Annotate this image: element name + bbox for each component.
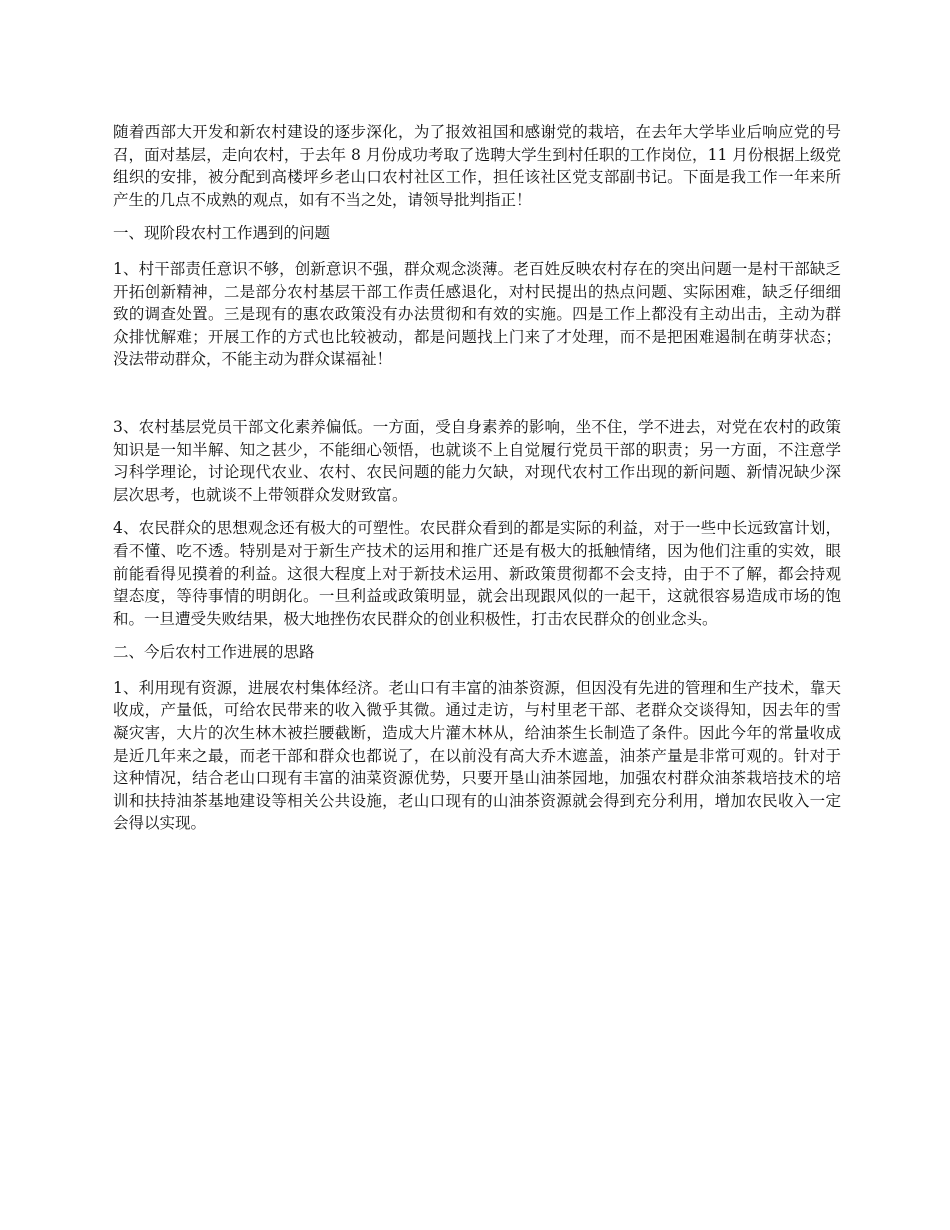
- problem-item-3: 3、农村基层党员干部文化素养偏低。一方面，受自身素养的影响，坐不住，学不进去，对党在农村的政策知识是一知半解、知之甚少，不能细心领悟，也就谈不上自觉履行党员干部的职责；另一方面，不注意学习科学理论，讨论现代农业、农村、农民问题的能力欠缺，对现代农村工作出现的新问题、新情况缺少深层次思考，也就谈不上带领群众发财致富。: [113, 417, 841, 504]
- document-page: [113, 121, 841, 846]
- problem-item-4: 4、农民群众的思想观念还有极大的可塑性。农民群众看到的都是实际的利益，对于一些中长远致富计划，看不懂、吃不透。特别是对于新生产技术的运用和推广还是有极大的抵触情绪，因为他们注重的实效，眼前能看得见摸着的利益。这很大程度上对于新技术运用、新政策贯彻都不会支持，由于不了解，都会持观望态度，等待事情的明朗化。一旦利益或政策明显，就会出现跟风似的一起干，这就很容易造成市场的饱和。一旦遭受失败结果，极大地挫伤农民群众的创业积极性，打击农民群众的创业念头。: [113, 519, 841, 628]
- blank-gap: [113, 382, 841, 416]
- intro-paragraph: 随着西部大开发和新农村建设的逐步深化，为了报效祖国和感谢党的栽培，在去年大学毕业后响应党的号召，面对基层，走向农村，于去年 8 月份成功考取了选聘大学生到村任职的工作岗位，11 月份根据上级党组织的安排，被分配到高楼坪乡老山口农村社区工作，担任该社区党支部副书记。下面是我工作一年来所产生的几点不成熟的观点，如有不当之处，请领导批判指正！: [113, 123, 841, 209]
- section-heading-ideas: 二、今后农村工作进展的思路: [113, 643, 315, 662]
- idea-item-1: 1、利用现有资源，进展农村集体经济。老山口有丰富的油茶资源，但因没有先进的管理和生产技术，靠天收成，产量低，可给农民带来的收入微乎其微。通过走访，与村里老干部、老群众交谈得知，因去年的雪凝灾害，大片的次生林木被拦腰截断，造成大片灌木林从，给油茶生长制造了条件。因此今年的常量收成是近几年来之最，而老干部和群众也都说了，在以前没有高大乔木遮盖，油茶产量是非常可观的。针对于这种情况，结合老山口现有丰富的油菜资源优势，只要开垦山油茶园地，加强农村群众油茶栽培技术的培训和扶持油茶基地建设等相关公共设施，老山口现有的山油茶资源就会得到充分利用，增加农民收入一定会得以实现。: [113, 678, 841, 833]
- problem-item-1: 1、村干部责任意识不够，创新意识不强，群众观念淡薄。老百姓反映农村存在的突出问题一是村干部缺乏开拓创新精神，二是部分农村基层干部工作责任感退化，对村民提出的热点问题、实际困难，缺乏仔细细致的调查处置。三是现有的惠农政策没有办法贯彻和有效的实施。四是工作上都没有主动出击，主动为群众排忧解难；开展工作的方式也比较被动，都是问题找上门来了才处理，而不是把困难遏制在萌芽状态；没法带动群众，不能主动为群众谋福祉！: [113, 259, 841, 369]
- section-heading-problems: 一、现阶段农村工作遇到的问题: [113, 224, 331, 243]
